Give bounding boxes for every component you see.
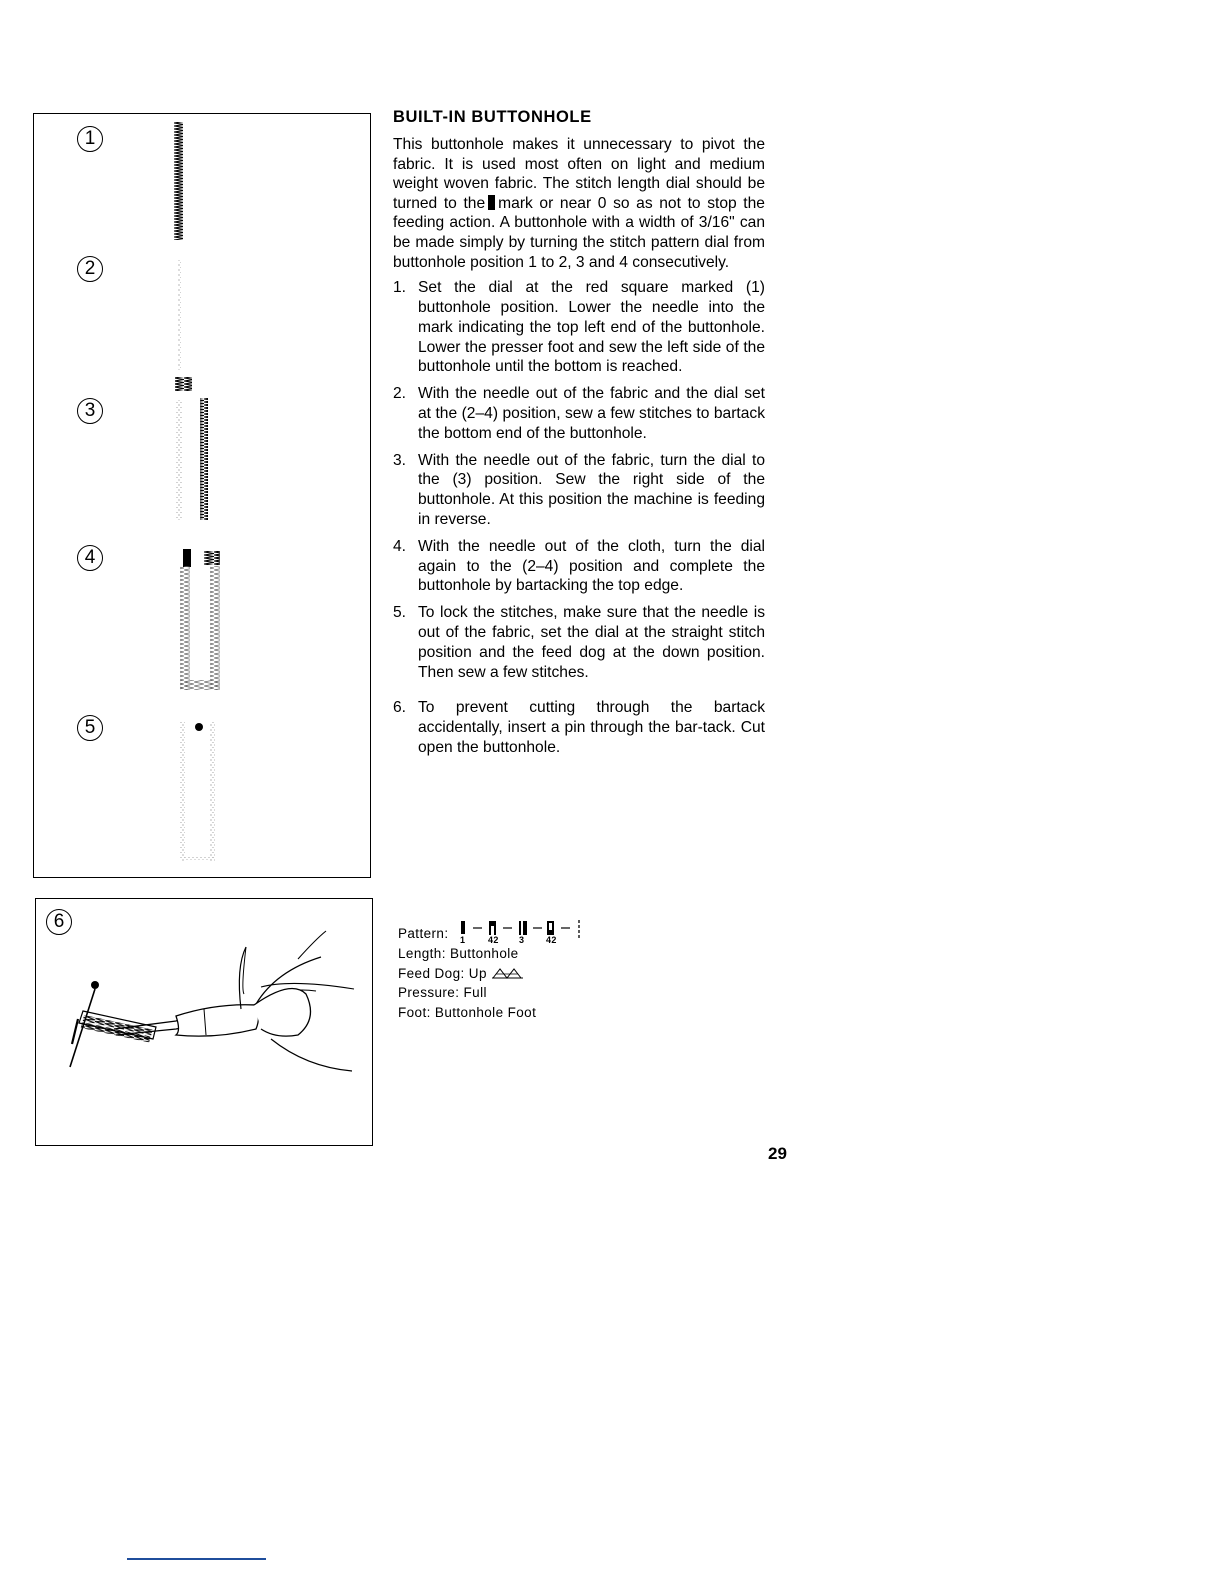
- cut-open-figure: [35, 898, 373, 1146]
- buttonhole-steps-figure: [33, 113, 371, 878]
- step-number-3: 3: [77, 398, 103, 424]
- step-num: 1.: [393, 279, 407, 297]
- buttonhole-on-fabric: [79, 1011, 156, 1042]
- step-text: With the needle out of the cloth, turn the dial again to the (2–4) position and complete the buttonhole by bartacking the top edge.: [418, 537, 765, 595]
- step-item-4: [393, 537, 765, 596]
- pressure-label: Pressure:: [398, 985, 460, 1000]
- pattern-icon-4: [546, 921, 557, 944]
- pattern-icon-2: [488, 921, 499, 944]
- feed-dog-label: Feed Dog:: [398, 965, 465, 981]
- feed-dog-row: [398, 964, 597, 984]
- seam-ripper-illustration: [36, 899, 374, 1147]
- feed-dog-value: Up: [468, 965, 487, 981]
- stitch-diagrams: [34, 114, 372, 879]
- step-text: Set the dial at the red square marked (1) buttonhole position. Lower the needle into the mark indicating the top left end of the buttonhole. Lower the presser foot and sew the left side of the buttonhole until the bottom is reached.: [418, 279, 765, 376]
- page-number: 29: [768, 1144, 787, 1163]
- length-row: [398, 944, 597, 964]
- step-number-1: 1: [77, 126, 103, 152]
- pattern-icon-1: [460, 921, 465, 944]
- step1-left-stitch: [174, 122, 183, 240]
- hand: [239, 931, 354, 1071]
- pin-head: [91, 981, 99, 989]
- step-number-6: 6: [46, 909, 72, 935]
- intro-paragraph: [393, 135, 765, 272]
- pattern-label: Pattern:: [398, 926, 449, 941]
- step-item-5: [393, 603, 765, 682]
- foot-value: Buttonhole Foot: [434, 1004, 537, 1020]
- step-text: To lock the stitches, make sure that the needle is out of the fabric, set the dial at the straight stitch position and the feed dog at the down position. Then sew a few stitches.: [418, 604, 765, 681]
- step-num: 6.: [393, 699, 407, 717]
- step-number-5: 5: [77, 715, 103, 741]
- section-title: BUILT-IN BUTTONHOLE: [393, 108, 592, 126]
- step-number-2: 2: [77, 256, 103, 282]
- step-item-3: [393, 451, 765, 530]
- pattern-pos-3: 3: [518, 935, 525, 944]
- length-value: Buttonhole: [450, 946, 519, 961]
- pattern-sequence-icons: [457, 918, 597, 944]
- step-text: With the needle out of the fabric, turn the dial to the (3) position. Sew the right side of the buttonhole. At this position the machine is feeding in reverse.: [418, 451, 765, 528]
- footer-rule: [127, 1558, 266, 1560]
- intro-text-part1: This buttonhole makes it unnecessary to pivot the fabric. It is used most often on light and medium weight woven fabric. The stitch length dial should be turned to the: [393, 136, 765, 212]
- step-num: 3.: [393, 451, 407, 469]
- step-text: With the needle out of the fabric and the dial set at the (2–4) position, sew a few stitches to bartack the bottom end of the buttonhole.: [418, 385, 765, 442]
- step-number-4: 4: [77, 545, 103, 571]
- step-num: 5.: [393, 604, 407, 622]
- step-item-1: [393, 278, 765, 377]
- step3-right-stitch: [176, 398, 208, 520]
- pressure-row: [398, 983, 597, 1003]
- instructions-column: [393, 108, 765, 765]
- pattern-pos-42b: 42: [545, 935, 557, 944]
- feed-dog-up-icon: [491, 966, 525, 980]
- foot-label: Foot:: [398, 1004, 431, 1020]
- step-item-6: [393, 698, 765, 757]
- step5-lock-stitch: [180, 722, 215, 862]
- step2-bartack: [175, 260, 192, 391]
- buttonhole-mark-icon: [488, 195, 495, 210]
- step-text: To prevent cutting through the bartack accidentally, insert a pin through the bar-tack. Cut open the buttonhole.: [418, 699, 765, 756]
- machine-settings: [398, 918, 597, 1022]
- pattern-pos-42a: 42: [487, 935, 499, 944]
- step-num: 2.: [393, 385, 407, 403]
- step4-complete-buttonhole: [180, 549, 220, 690]
- pattern-icon-3: [519, 921, 527, 944]
- step-item-2: [393, 384, 765, 443]
- foot-row: [398, 1003, 597, 1023]
- step-num: 4.: [393, 537, 407, 555]
- pressure-value: Full: [463, 985, 487, 1000]
- length-label: Length:: [398, 946, 446, 961]
- pattern-row: [398, 918, 597, 944]
- pattern-pos-1: 1: [459, 935, 466, 944]
- intro-text-part2: mark or near 0 so as not to stop the feeding action. A buttonhole with a width of 3/16" can be made simply by turning the stitch pattern dial from buttonhole position 1 to 2, 3 and 4 consecutively.: [393, 194, 765, 271]
